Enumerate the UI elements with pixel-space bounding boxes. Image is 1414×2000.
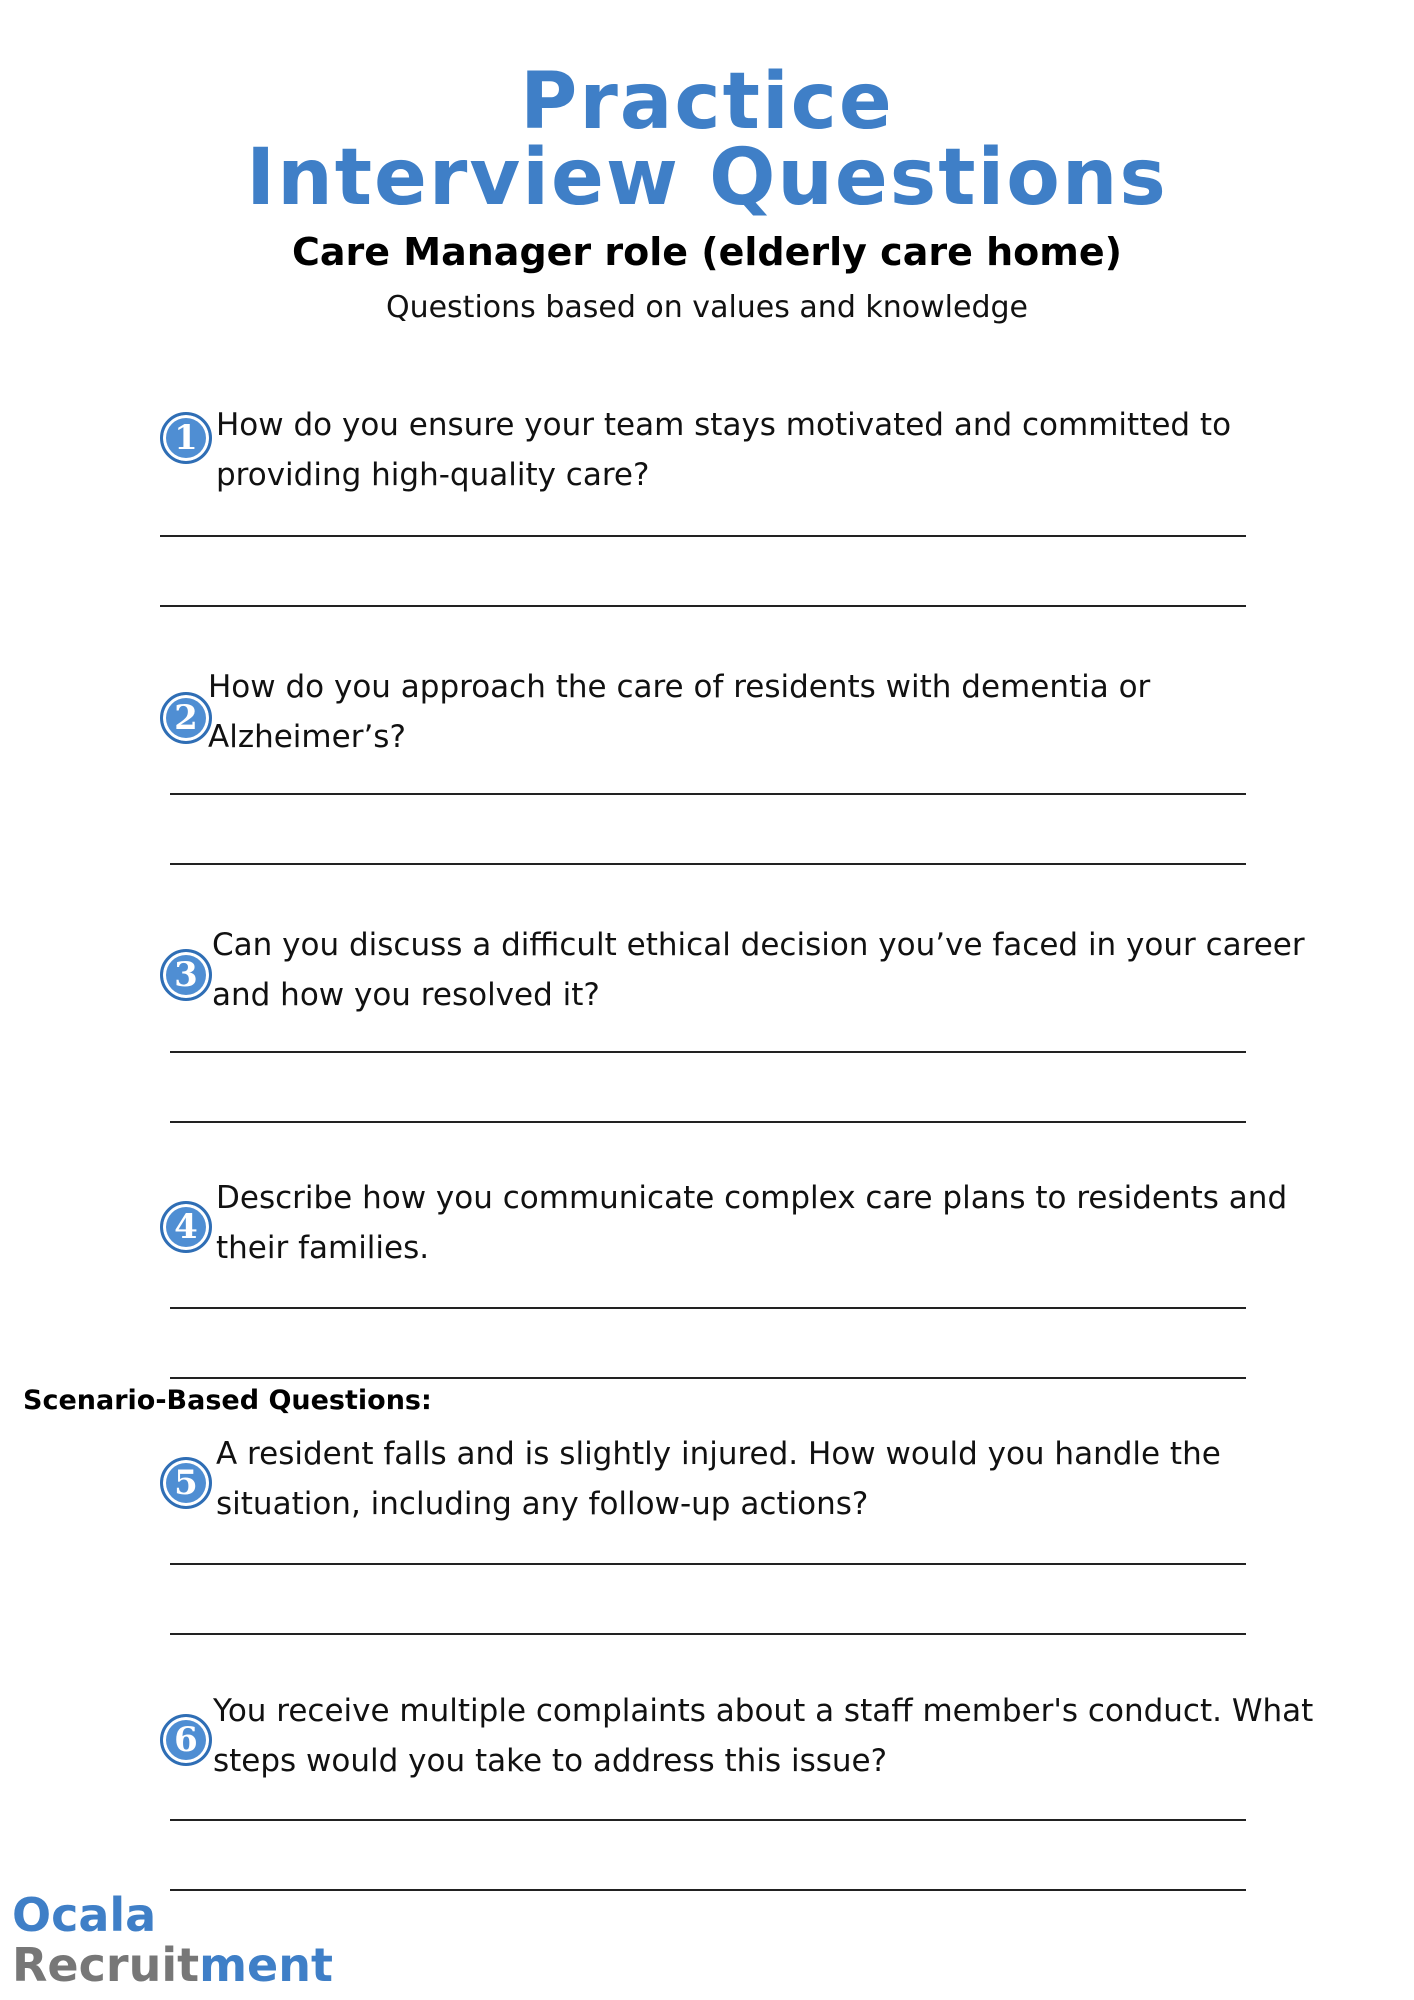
question-text: How do you approach the care of residents with dementia or Alzheimer’s? [208, 669, 1151, 755]
answer-line[interactable] [170, 1633, 1246, 1635]
brand-line-1: Ocala [12, 1888, 157, 1942]
answer-line[interactable] [160, 535, 1246, 537]
brand-line-2-part-2: ment [199, 1938, 333, 1992]
answer-line[interactable] [170, 1307, 1246, 1309]
number-badge-icon: 5 [160, 1457, 212, 1509]
answer-line[interactable] [170, 863, 1246, 865]
page-subtitle: Care Manager role (elderly care home) [292, 230, 1122, 274]
number-badge-icon: 1 [160, 412, 212, 464]
answer-line[interactable] [170, 1051, 1246, 1053]
question-3 [160, 920, 1305, 1160]
brand-line-2-part-1: Recruit [12, 1938, 200, 1992]
question-text: How do you ensure your team stays motivated and committed to providing high-quality care? [216, 407, 1232, 493]
page-tagline: Questions based on values and knowledge [385, 290, 1029, 325]
question-text: A resident falls and is slightly injured. How would you handle the situation, including any follow-up actions? [216, 1436, 1221, 1522]
answer-line[interactable] [160, 605, 1246, 607]
section-heading-scenario: Scenario-Based Questions: [23, 1385, 432, 1416]
question-2 [160, 662, 1300, 902]
question-text: Describe how you communicate complex care plans to residents and their families. [216, 1180, 1288, 1266]
number-badge-icon: 3 [160, 949, 212, 1001]
question-text: You receive multiple complaints about a staff member's conduct. What steps would you take to address this issue? [213, 1693, 1314, 1779]
question-text: Can you discuss a difficult ethical decision you’ve faced in your career and how you resolved it? [212, 927, 1305, 1013]
brand-logo [12, 1890, 333, 1990]
number-badge-icon: 2 [160, 692, 212, 744]
question-1 [160, 400, 1300, 640]
answer-line[interactable] [170, 1819, 1246, 1821]
answer-line[interactable] [170, 1121, 1246, 1123]
answer-line[interactable] [170, 1377, 1246, 1379]
title-line-1: Practice [520, 57, 894, 147]
answer-line[interactable] [170, 793, 1246, 795]
title-line-2: Interview Questions [246, 133, 1168, 223]
number-badge-icon: 4 [160, 1201, 212, 1253]
number-badge-icon: 6 [160, 1714, 212, 1766]
answer-line[interactable] [170, 1563, 1246, 1565]
